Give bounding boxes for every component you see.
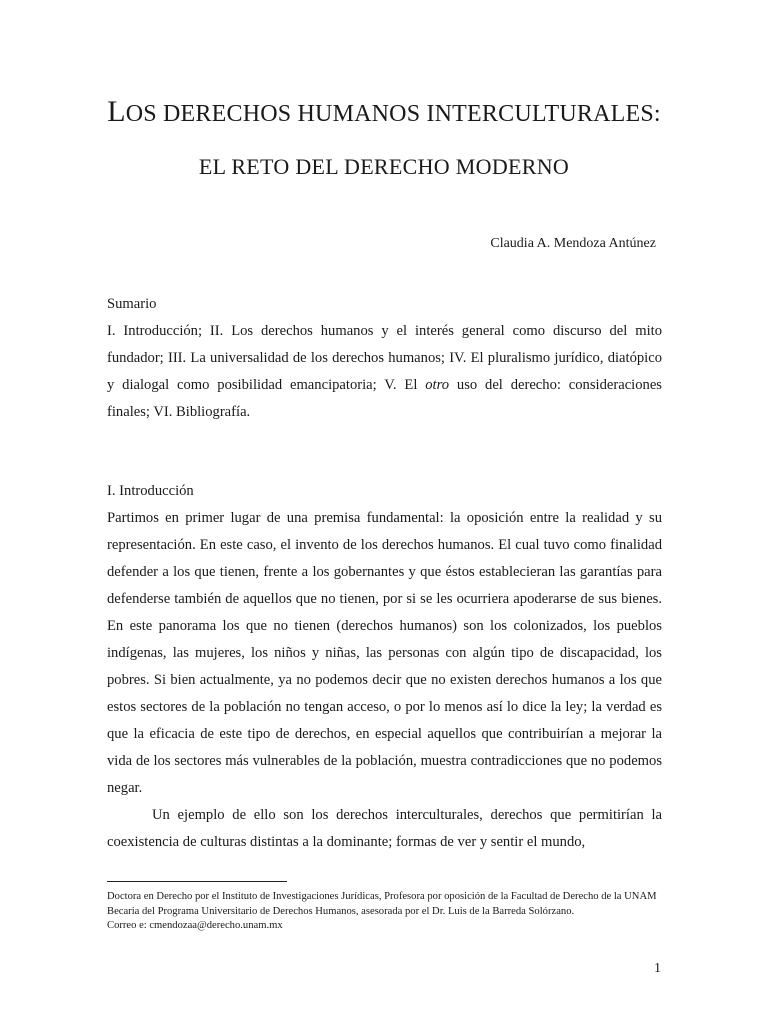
sumario-section <box>107 291 662 426</box>
introduction-paragraph-1: Partimos en primer lugar de una premisa fundamental: la oposición entre la realidad y su representación. En este caso, el invento de los derechos humanos. El cual tuvo como finalidad defender a los que tienen, frente a los gobernantes y que éstos establecieran las garantías para defenderse también de aquellos que no tienen, por si se les ocurriera apoderarse de sus bienes. En este panorama los que no tienen (derechos humanos) son los colonizados, los pueblos indígenas, las mujeres, los niños y niñas, las personas con algún tipo de discapacidad, los pobres. Si bien actualmente, ya no podemos decir que no existen derechos humanos a los que estos sectores de la población no tengan acceso, o por lo menos así lo dice la ley; la verdad es que la eficacia de este tipo de derechos, en especial aquellos que contribuirían a mejorar la vida de los sectores más vulnerables de la población, muestra contradicciones que no podemos negar. <box>107 510 662 796</box>
document-title <box>0 95 768 129</box>
footnote-text: Doctora en Derecho por el Instituto de Investigaciones Jurídicas, Profesora por oposición de la Facultad de Derecho de la UNAM Becaria del Programa Universitario de Derechos Humanos, asesorada por el Dr. Luis de la Barreda Solórzano. <box>107 891 657 917</box>
introduction-heading: I. Introducción <box>107 483 194 499</box>
page-number: 1 <box>654 961 661 976</box>
sumario-text-part-1: I. Introducción; II. Los derechos humanos y el interés general como discurso del mito fundador; III. La universalidad de los derechos humanos; IV. El pluralismo jurídico, diatópico y dialogal como posibilidad emancipatoria; V. El <box>107 323 662 393</box>
title-initial: L <box>107 95 126 128</box>
footnote <box>107 890 662 934</box>
author-name: Claudia A. Mendoza Antúnez <box>490 236 656 251</box>
document-subtitle: EL RETO DEL DERECHO MODERNO <box>198 154 570 179</box>
sumario-italic-word: otro <box>425 377 450 393</box>
sumario-text <box>107 318 662 426</box>
title-rest: OS DERECHOS HUMANOS INTERCULTURALES: <box>125 101 661 127</box>
footnote-divider <box>107 881 287 882</box>
sumario-text-part-2: uso del derecho: consideraciones finales; VI. Bibliografía. <box>107 377 662 420</box>
footnote-email: Correo e: cmendozaa@derecho.unam.mx <box>107 920 283 931</box>
introduction-section <box>107 478 662 856</box>
introduction-paragraph-2: Un ejemplo de ello son los derechos interculturales, derechos que permitirían la coexistencia de culturas distintas a la dominante; formas de ver y sentir el mundo, <box>107 807 662 850</box>
sumario-heading: Sumario <box>107 296 157 312</box>
